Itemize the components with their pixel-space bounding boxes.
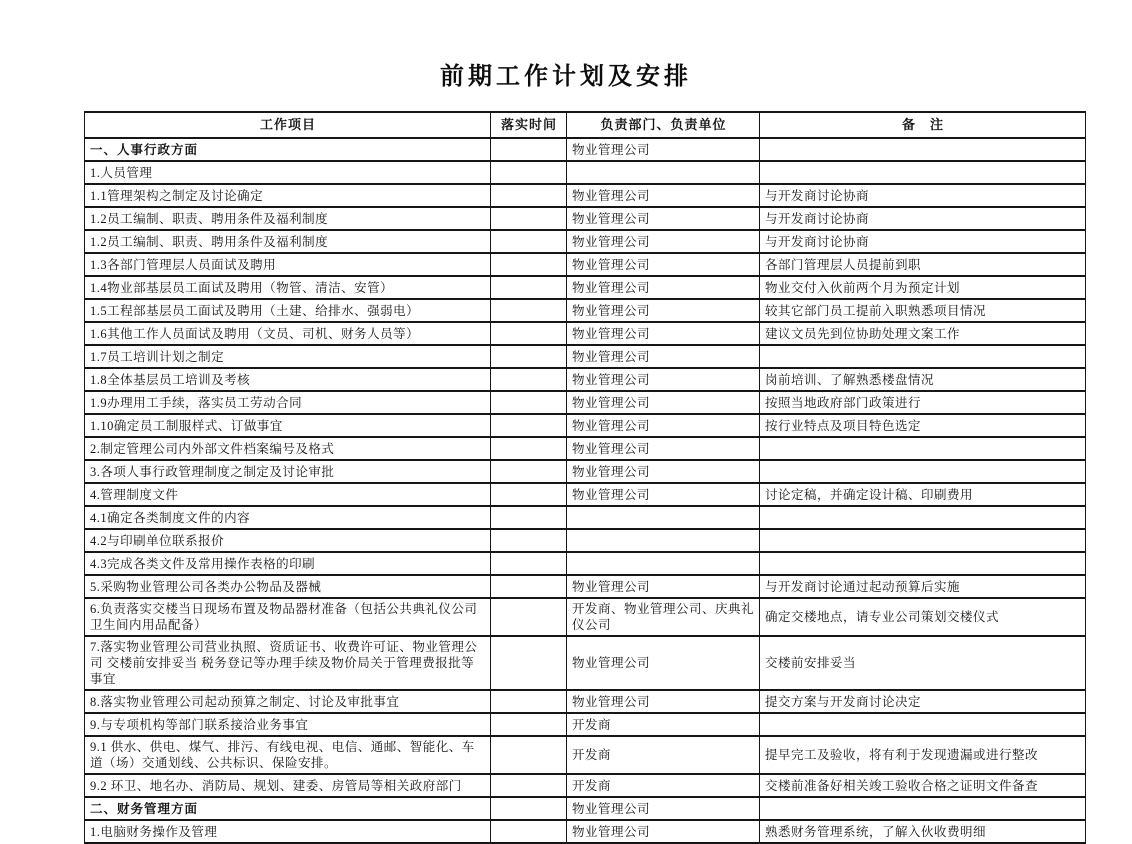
department-cell: [567, 552, 760, 575]
table-row: [85, 345, 1086, 368]
table-row: [85, 552, 1086, 575]
table-row: [85, 368, 1086, 391]
work-item-cell: 1.8全体基层员工培训及考核: [85, 368, 491, 391]
department-cell: 物业管理公司: [567, 820, 760, 843]
note-cell: [760, 797, 1086, 820]
note-cell: [760, 437, 1086, 460]
time-cell: [491, 460, 567, 483]
table-row: [85, 575, 1086, 598]
note-cell: 较其它部门员工提前入职熟悉项目情况: [760, 299, 1086, 322]
time-cell: [491, 552, 567, 575]
department-cell: 物业管理公司: [567, 207, 760, 230]
table-row: [85, 391, 1086, 414]
department-cell: 物业管理公司: [567, 391, 760, 414]
work-item-cell: 1.1管理架构之制定及讨论确定: [85, 184, 491, 207]
department-cell: 开发商: [567, 736, 760, 774]
department-cell: 物业管理公司: [567, 437, 760, 460]
work-item-cell: 1.6其他工作人员面试及聘用（文员、司机、财务人员等）: [85, 322, 491, 345]
work-item-cell: 1.电脑财务操作及管理: [85, 820, 491, 843]
table-row: [85, 299, 1086, 322]
note-cell: 确定交楼地点，请专业公司策划交楼仪式: [760, 598, 1086, 636]
time-cell: [491, 575, 567, 598]
table-row: [85, 797, 1086, 820]
note-cell: 交楼前安排妥当: [760, 636, 1086, 690]
work-item-cell: 1.9办理用工手续，落实员工劳动合同: [85, 391, 491, 414]
note-cell: 建议文员先到位协助处理文案工作: [760, 322, 1086, 345]
note-cell: 与开发商讨论协商: [760, 207, 1086, 230]
table-body: [85, 138, 1086, 843]
department-cell: 物业管理公司: [567, 253, 760, 276]
column-header-department: 负责部门、负责单位: [567, 112, 760, 138]
time-cell: [491, 713, 567, 736]
table-row: [85, 736, 1086, 774]
time-cell: [491, 414, 567, 437]
department-cell: 物业管理公司: [567, 138, 760, 161]
note-cell: 提早完工及验收，将有利于发现遗漏或进行整改: [760, 736, 1086, 774]
time-cell: [491, 322, 567, 345]
time-cell: [491, 230, 567, 253]
document-title: 前期工作计划及安排: [440, 64, 692, 90]
table-row: [85, 774, 1086, 797]
work-item-cell: 1.2员工编制、职责、聘用条件及福利制度: [85, 230, 491, 253]
time-cell: [491, 184, 567, 207]
time-cell: [491, 636, 567, 690]
department-cell: [567, 529, 760, 552]
table-row: [85, 276, 1086, 299]
work-item-cell: 一、人事行政方面: [85, 138, 491, 161]
time-cell: [491, 391, 567, 414]
note-cell: [760, 529, 1086, 552]
note-cell: [760, 713, 1086, 736]
table-row: [85, 506, 1086, 529]
note-cell: 与开发商讨论协商: [760, 230, 1086, 253]
table-row: [85, 483, 1086, 506]
time-cell: [491, 506, 567, 529]
time-cell: [491, 736, 567, 774]
department-cell: 开发商: [567, 713, 760, 736]
table-row: [85, 529, 1086, 552]
work-item-cell: 4.1确定各类制度文件的内容: [85, 506, 491, 529]
table-row: [85, 437, 1086, 460]
work-item-cell: 4.2与印刷单位联系报价: [85, 529, 491, 552]
table-row: [85, 161, 1086, 184]
work-item-cell: 5.采购物业管理公司各类办公物品及器械: [85, 575, 491, 598]
time-cell: [491, 276, 567, 299]
department-cell: 物业管理公司: [567, 797, 760, 820]
department-cell: 物业管理公司: [567, 184, 760, 207]
time-cell: [491, 207, 567, 230]
time-cell: [491, 368, 567, 391]
department-cell: 物业管理公司: [567, 483, 760, 506]
table-row: [85, 253, 1086, 276]
note-cell: 提交方案与开发商讨论决定: [760, 690, 1086, 713]
work-item-cell: 9.1 供水、供电、煤气、排污、有线电视、电信、通邮、智能化、车道（场）交通划线、公共标识、保险安排。: [85, 736, 491, 774]
table-row: [85, 690, 1086, 713]
department-cell: 物业管理公司: [567, 575, 760, 598]
time-cell: [491, 161, 567, 184]
note-cell: 按行业特点及项目特色选定: [760, 414, 1086, 437]
department-cell: 物业管理公司: [567, 322, 760, 345]
note-cell: [760, 138, 1086, 161]
table-row: [85, 820, 1086, 843]
note-cell: 与开发商讨论协商: [760, 184, 1086, 207]
table-header-row: [85, 112, 1086, 138]
time-cell: [491, 138, 567, 161]
note-cell: 交楼前准备好相关竣工验收合格之证明文件备查: [760, 774, 1086, 797]
work-item-cell: 4.管理制度文件: [85, 483, 491, 506]
department-cell: 开发商: [567, 774, 760, 797]
time-cell: [491, 345, 567, 368]
note-cell: 岗前培训、了解熟悉楼盘情况: [760, 368, 1086, 391]
time-cell: [491, 483, 567, 506]
work-item-cell: 1.10确定员工制服样式、订做事宜: [85, 414, 491, 437]
table-row: [85, 138, 1086, 161]
time-cell: [491, 437, 567, 460]
department-cell: [567, 506, 760, 529]
table-row: [85, 598, 1086, 636]
note-cell: [760, 345, 1086, 368]
time-cell: [491, 299, 567, 322]
department-cell: 物业管理公司: [567, 368, 760, 391]
table-row: [85, 713, 1086, 736]
work-item-cell: 1.人员管理: [85, 161, 491, 184]
table-row: [85, 460, 1086, 483]
time-cell: [491, 690, 567, 713]
department-cell: 物业管理公司: [567, 345, 760, 368]
work-item-cell: 4.3完成各类文件及常用操作表格的印刷: [85, 552, 491, 575]
work-item-cell: 7.落实物业管理公司营业执照、资质证书、收费许可证、物业管理公司 交楼前安排妥当 税务登记等办理手续及物价局关于管理费报批等事宜: [85, 636, 491, 690]
time-cell: [491, 253, 567, 276]
department-cell: 物业管理公司: [567, 690, 760, 713]
work-item-cell: 3.各项人事行政管理制度之制定及讨论审批: [85, 460, 491, 483]
work-item-cell: 1.2员工编制、职责、聘用条件及福利制度: [85, 207, 491, 230]
column-header-work-item: 工作项目: [85, 112, 491, 138]
note-cell: 按照当地政府部门政策进行: [760, 391, 1086, 414]
department-cell: 物业管理公司: [567, 230, 760, 253]
time-cell: [491, 797, 567, 820]
note-cell: 熟悉财务管理系统，了解入伙收费明细: [760, 820, 1086, 843]
work-item-cell: 1.3各部门管理层人员面试及聘用: [85, 253, 491, 276]
work-plan-table: [84, 111, 1086, 844]
department-cell: 物业管理公司: [567, 299, 760, 322]
work-item-cell: 1.7员工培训计划之制定: [85, 345, 491, 368]
time-cell: [491, 820, 567, 843]
work-item-cell: 9.2 环卫、地名办、消防局、规划、建委、房管局等相关政府部门: [85, 774, 491, 797]
department-cell: 物业管理公司: [567, 636, 760, 690]
note-cell: 各部门管理层人员提前到职: [760, 253, 1086, 276]
time-cell: [491, 774, 567, 797]
work-item-cell: 1.5工程部基层员工面试及聘用（土建、给排水、强弱电）: [85, 299, 491, 322]
table-row: [85, 207, 1086, 230]
department-cell: 物业管理公司: [567, 276, 760, 299]
department-cell: 物业管理公司: [567, 414, 760, 437]
note-cell: 物业交付入伙前两个月为预定计划: [760, 276, 1086, 299]
note-cell: [760, 506, 1086, 529]
table-row: [85, 184, 1086, 207]
column-header-time: 落实时间: [491, 112, 567, 138]
table-row: [85, 230, 1086, 253]
table-row: [85, 322, 1086, 345]
work-item-cell: 8.落实物业管理公司起动预算之制定、讨论及审批事宜: [85, 690, 491, 713]
department-cell: 开发商、物业管理公司、庆典礼仪公司: [567, 598, 760, 636]
work-item-cell: 2.制定管理公司内外部文件档案编号及格式: [85, 437, 491, 460]
note-cell: [760, 460, 1086, 483]
work-item-cell: 6.负责落实交楼当日现场布置及物品器材准备（包括公共典礼仪公司卫生间内用品配备）: [85, 598, 491, 636]
time-cell: [491, 529, 567, 552]
table-row: [85, 636, 1086, 690]
note-cell: [760, 161, 1086, 184]
note-cell: [760, 552, 1086, 575]
work-item-cell: 9.与专项机构等部门联系接洽业务事宜: [85, 713, 491, 736]
note-cell: 讨论定稿，并确定设计稿、印刷费用: [760, 483, 1086, 506]
table-row: [85, 414, 1086, 437]
work-item-cell: 1.4物业部基层员工面试及聘用（物管、清洁、安管）: [85, 276, 491, 299]
note-cell: 与开发商讨论通过起动预算后实施: [760, 575, 1086, 598]
column-header-note: 备 注: [760, 112, 1086, 138]
time-cell: [491, 598, 567, 636]
department-cell: [567, 161, 760, 184]
work-item-cell: 二、财务管理方面: [85, 797, 491, 820]
department-cell: 物业管理公司: [567, 460, 760, 483]
